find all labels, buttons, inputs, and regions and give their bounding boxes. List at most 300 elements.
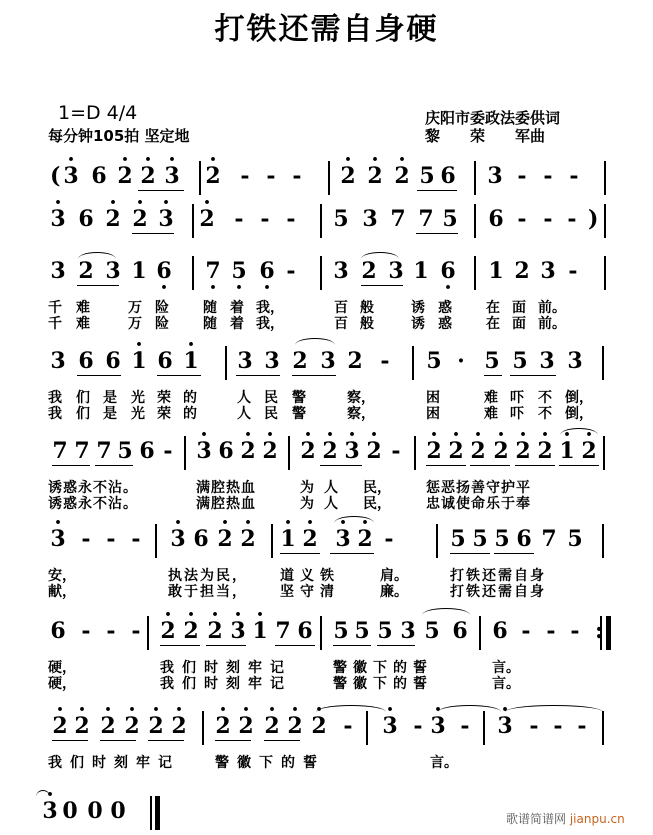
barline [602, 711, 604, 745]
sustain-dash [566, 163, 582, 189]
sustain-dash [526, 713, 542, 739]
note-glyph: - [391, 438, 401, 464]
note [333, 258, 349, 284]
note [63, 153, 79, 189]
note-glyph: 3 [335, 526, 351, 552]
note-glyph: 2 [292, 348, 308, 374]
slur [361, 252, 399, 259]
final-barline [155, 796, 160, 830]
octave-dot: • [244, 428, 252, 441]
slur [505, 705, 603, 712]
note-glyph: 2 [215, 713, 231, 739]
note [514, 258, 530, 284]
sustain-dash [231, 206, 247, 232]
octave-dot: • [234, 608, 242, 621]
slur [560, 428, 598, 435]
barline [603, 436, 605, 470]
barline [320, 204, 322, 238]
sustain-dash [103, 526, 119, 552]
note [158, 196, 174, 232]
octave-dot: • [187, 338, 195, 351]
barline [602, 524, 604, 558]
lyric: 的 [183, 390, 197, 406]
note-glyph: 3 [540, 258, 556, 284]
octave-dot: • [221, 516, 229, 529]
lyric: 打铁还需自身 [450, 568, 546, 584]
octave-dot: • [519, 428, 527, 441]
note [42, 788, 58, 824]
note-glyph: - [384, 526, 394, 552]
note [205, 258, 221, 294]
note [320, 348, 336, 374]
note-glyph: 7 [390, 206, 406, 232]
watermark-domain: jianpu.cn [569, 812, 625, 826]
note-glyph: 6 [50, 618, 66, 644]
beam-underline [132, 233, 174, 234]
lyric: 是 [103, 390, 117, 406]
lyric: 难 [76, 300, 90, 316]
tempo-marking: 每分钟105拍 坚定地 [48, 127, 190, 145]
note-glyph: 1 [252, 618, 268, 644]
lyric: 百 [334, 316, 348, 332]
note-glyph: 2 [357, 526, 373, 552]
sustain-dash [457, 713, 473, 739]
lyric: 献， [48, 584, 76, 600]
note [424, 618, 440, 644]
barline [414, 436, 416, 470]
note-glyph: 3 [388, 258, 404, 284]
note-glyph: - [577, 713, 587, 739]
octave-dot: • [284, 516, 292, 529]
note-glyph: 2 [347, 348, 363, 374]
note [196, 428, 212, 464]
note-glyph: - [546, 618, 556, 644]
octave-dot: • [315, 703, 323, 716]
note-glyph: - [286, 206, 296, 232]
lyric: 般 [360, 300, 374, 316]
note [62, 798, 78, 824]
note [171, 703, 187, 739]
note-glyph: - [240, 163, 250, 189]
beam-underline [95, 465, 133, 466]
octave-dot: • [263, 281, 271, 294]
octave-dot: • [121, 153, 129, 166]
lyric: 满腔热血 [196, 496, 256, 512]
note-glyph: 3 [164, 163, 180, 189]
sustain-dash [540, 163, 556, 189]
note [78, 206, 94, 232]
note-glyph: 7 [52, 438, 68, 464]
octave-dot: • [326, 428, 334, 441]
lyric: 前。 [538, 316, 566, 332]
note [470, 428, 486, 464]
lyric: 满腔热血 [196, 480, 256, 496]
note-glyph: 5 [117, 438, 133, 464]
octave-dot: • [501, 703, 509, 716]
note-glyph: - [286, 258, 296, 284]
slur [334, 516, 374, 523]
note-glyph: 0 [62, 798, 78, 824]
note-glyph: 3 [50, 526, 66, 552]
note-glyph: 3 [170, 526, 186, 552]
note [382, 703, 398, 739]
lyric: 肩。 [380, 568, 408, 584]
note-glyph: - [553, 713, 563, 739]
note-glyph: 2 [311, 713, 327, 739]
note [388, 258, 404, 284]
note [390, 206, 406, 232]
barline [602, 346, 604, 380]
note [140, 153, 156, 189]
note-glyph: 5 [377, 618, 393, 644]
note-glyph: 7 [205, 258, 221, 284]
note [581, 428, 597, 464]
note [91, 163, 107, 189]
note [215, 703, 231, 739]
beam-underline [264, 740, 300, 741]
sustain-dash [388, 438, 404, 464]
lyric: 千 [48, 316, 62, 332]
note-glyph: 2 [537, 438, 553, 464]
octave-dot: • [187, 608, 195, 621]
barline [202, 711, 204, 745]
sustain-dash [564, 206, 580, 232]
note [262, 428, 278, 464]
lyric: 硬， [48, 676, 76, 692]
note [418, 206, 434, 232]
beam-underline [333, 645, 371, 646]
lyric: 万 [128, 316, 142, 332]
note [516, 526, 532, 552]
note-glyph: 3 [567, 348, 583, 374]
note-glyph: - [81, 526, 91, 552]
sustain-dash [160, 438, 176, 464]
note [333, 618, 349, 644]
note-glyph: - [568, 258, 578, 284]
note [515, 428, 531, 464]
note-glyph: 5 [426, 348, 442, 374]
octave-dot: • [386, 703, 394, 716]
note [105, 348, 121, 374]
lyric: 民 [264, 406, 278, 422]
lyric: 在 [486, 316, 500, 332]
note-glyph: 2 [132, 206, 148, 232]
octave-dot: • [256, 608, 264, 621]
octave-dot: • [152, 703, 160, 716]
barline [199, 161, 201, 195]
lyric: 坚守清 [280, 584, 340, 600]
lyric: 们 [76, 390, 90, 406]
note-glyph: 2 [171, 713, 187, 739]
lyric: 言。 [430, 755, 458, 771]
note-glyph: 5 [494, 526, 510, 552]
note-glyph: 3 [237, 348, 253, 374]
note [400, 618, 416, 644]
octave-dot: • [144, 153, 152, 166]
lyric: 困 [426, 406, 440, 422]
note-glyph: 2 [240, 438, 256, 464]
lyric: 倒， [565, 390, 593, 406]
octave-dot: • [370, 428, 378, 441]
lyric: 吓 [510, 406, 524, 422]
barline [604, 204, 606, 238]
note [131, 338, 147, 374]
note-glyph: - [266, 163, 276, 189]
note-glyph: 3 [42, 798, 58, 824]
sustain-dash [263, 163, 279, 189]
lyric: 我 [48, 390, 62, 406]
barline [412, 346, 414, 380]
lyric: 惩恶扬善守护平 [426, 480, 531, 496]
note-glyph: - [81, 618, 91, 644]
octave-dot: • [164, 608, 172, 621]
score-line [0, 155, 653, 195]
note-glyph: 2 [287, 713, 303, 739]
note-glyph: 6 [156, 258, 172, 284]
octave-dot: • [200, 428, 208, 441]
repeat-dots: : [594, 618, 604, 644]
note-glyph: 2 [367, 163, 383, 189]
barline [147, 616, 149, 650]
score-line [0, 198, 653, 238]
lyric: 硬， [48, 660, 76, 676]
note-glyph: 2 [199, 206, 215, 232]
note-glyph: 1 [131, 258, 147, 284]
octave-dot: • [211, 608, 219, 621]
note [361, 258, 377, 284]
note [96, 438, 112, 464]
note [207, 608, 223, 644]
note-glyph: 2 [366, 438, 382, 464]
lyric: 察， [347, 390, 375, 406]
octave-dot: • [291, 703, 299, 716]
note [497, 703, 513, 739]
note-glyph: 1 [183, 348, 199, 374]
note [340, 153, 356, 189]
sustain-dash [518, 618, 534, 644]
beam-underline [417, 190, 457, 191]
lyric: 随 [203, 316, 217, 332]
octave-dot: • [109, 196, 117, 209]
lyric: 惑 [438, 316, 452, 332]
note-glyph: 2 [493, 438, 509, 464]
octave-dot: • [497, 428, 505, 441]
note-glyph: 6 [440, 163, 456, 189]
note [452, 618, 468, 644]
octave-dot: • [135, 338, 143, 351]
beam-underline [484, 375, 502, 376]
note-glyph: 6 [218, 438, 234, 464]
slur [316, 705, 386, 712]
note-glyph: 1 [131, 348, 147, 374]
octave-dot: • [136, 196, 144, 209]
note [252, 608, 268, 644]
sustain-dash [514, 163, 530, 189]
note [117, 438, 133, 464]
note-glyph: 3 [196, 438, 212, 464]
note-glyph: 6 [78, 348, 94, 374]
note [567, 348, 583, 374]
beam-underline [470, 465, 510, 466]
barline [184, 436, 186, 470]
note [377, 618, 393, 644]
key-time-signature: 1=D 4/4 [58, 102, 138, 124]
lyric: 难 [76, 316, 90, 332]
octave-dot: • [67, 153, 75, 166]
note [170, 516, 186, 552]
sustain-dash [128, 618, 144, 644]
barline [150, 796, 152, 830]
note [52, 438, 68, 464]
beam-underline [52, 740, 88, 741]
beam-underline [330, 553, 374, 554]
lyric: 民， [363, 480, 391, 496]
lyric: 廉。 [380, 584, 408, 600]
sustain-dash [283, 258, 299, 284]
octave-dot: • [339, 516, 347, 529]
octave-dot: • [361, 516, 369, 529]
slur [438, 705, 501, 712]
barline [474, 204, 476, 238]
note [488, 206, 504, 232]
note-glyph: 2 [205, 163, 221, 189]
note [78, 348, 94, 374]
lyric: 险 [155, 300, 169, 316]
note-glyph: 5 [424, 618, 440, 644]
beam-underline [275, 645, 315, 646]
note-glyph: 5 [333, 618, 349, 644]
sustain-dash [103, 618, 119, 644]
note [426, 428, 442, 464]
lyric: 我们时刻牢记 [48, 755, 180, 771]
note [494, 526, 510, 552]
note [50, 196, 66, 232]
octave-dot: • [242, 703, 250, 716]
note [240, 428, 256, 464]
barline [604, 256, 606, 290]
note-glyph: 6 [259, 258, 275, 284]
note-glyph: 2 [238, 713, 254, 739]
note [264, 703, 280, 739]
note-glyph: 2 [426, 438, 442, 464]
sustain-dash [128, 526, 144, 552]
octave-dot: • [371, 153, 379, 166]
note [366, 428, 382, 464]
open-paren: ( [50, 163, 61, 189]
note [156, 258, 172, 294]
octave-dot: • [452, 428, 460, 441]
note-glyph: - [529, 713, 539, 739]
lyric: 随 [203, 300, 217, 316]
note-glyph: 5 [484, 348, 500, 374]
note-glyph: 2 [514, 258, 530, 284]
note [287, 703, 303, 739]
beam-underline [416, 233, 458, 234]
note-glyph: - [380, 348, 390, 374]
note [493, 428, 509, 464]
note-glyph: 3 [487, 163, 503, 189]
beam-underline [559, 465, 599, 466]
lyric: 民， [363, 496, 391, 512]
note [472, 526, 488, 552]
note [362, 206, 378, 232]
beam-underline [236, 375, 280, 376]
note-glyph: 3 [50, 258, 66, 284]
barline [320, 616, 322, 650]
note-glyph: 3 [105, 258, 121, 284]
note-glyph: 2 [340, 163, 356, 189]
note [131, 258, 147, 284]
octave-dot: • [541, 428, 549, 441]
beam-underline [280, 553, 320, 554]
lyric: 人 [237, 390, 251, 406]
lyric: 的 [183, 406, 197, 422]
note [367, 153, 383, 189]
note [333, 206, 349, 232]
note-glyph: 3 [430, 713, 446, 739]
sustain-dash [543, 618, 559, 644]
lyric: 着 [230, 316, 244, 332]
note [157, 348, 173, 374]
note-glyph: 2 [581, 438, 597, 464]
note-glyph: 1 [280, 526, 296, 552]
beam-underline [77, 375, 121, 376]
sustain-dash [567, 618, 583, 644]
octave-dot: • [168, 153, 176, 166]
note-glyph: 7 [275, 618, 291, 644]
lyric: 们 [76, 406, 90, 422]
octave-dot: • [474, 428, 482, 441]
note-glyph: 5 [354, 618, 370, 644]
note-glyph: 3 [158, 206, 174, 232]
lyric: 我 [48, 406, 62, 422]
lyric: 敢于担当， [168, 584, 248, 600]
lyric: 惑 [438, 300, 452, 316]
lyric: 在 [486, 300, 500, 316]
note-glyph: 2 [300, 438, 316, 464]
note [292, 348, 308, 374]
octave-dot: • [203, 196, 211, 209]
octave-dot: • [209, 281, 217, 294]
note-glyph: 2 [160, 618, 176, 644]
octave-dot: • [585, 428, 593, 441]
note [311, 703, 327, 739]
note [183, 338, 199, 374]
note-glyph: 1 [559, 438, 575, 464]
note [259, 258, 275, 294]
note-glyph: 3 [333, 258, 349, 284]
note-glyph: 5 [333, 206, 349, 232]
note [275, 618, 291, 644]
note-glyph: 7 [418, 206, 434, 232]
note-glyph: 1 [413, 258, 429, 284]
note-glyph: - [543, 163, 553, 189]
barline [328, 161, 330, 195]
lyric: 我们时刻牢记 [160, 676, 292, 692]
lyric: 是 [103, 406, 117, 422]
barline [320, 256, 322, 290]
note [148, 703, 164, 739]
lyric: 荣 [157, 390, 171, 406]
note [74, 703, 90, 739]
note-glyph: 7 [541, 526, 557, 552]
octave-dot: • [160, 281, 168, 294]
lyric: 面 [512, 316, 526, 332]
barline [192, 256, 194, 290]
note-glyph: 2 [105, 206, 121, 232]
note [512, 348, 528, 374]
beam-underline [494, 553, 534, 554]
